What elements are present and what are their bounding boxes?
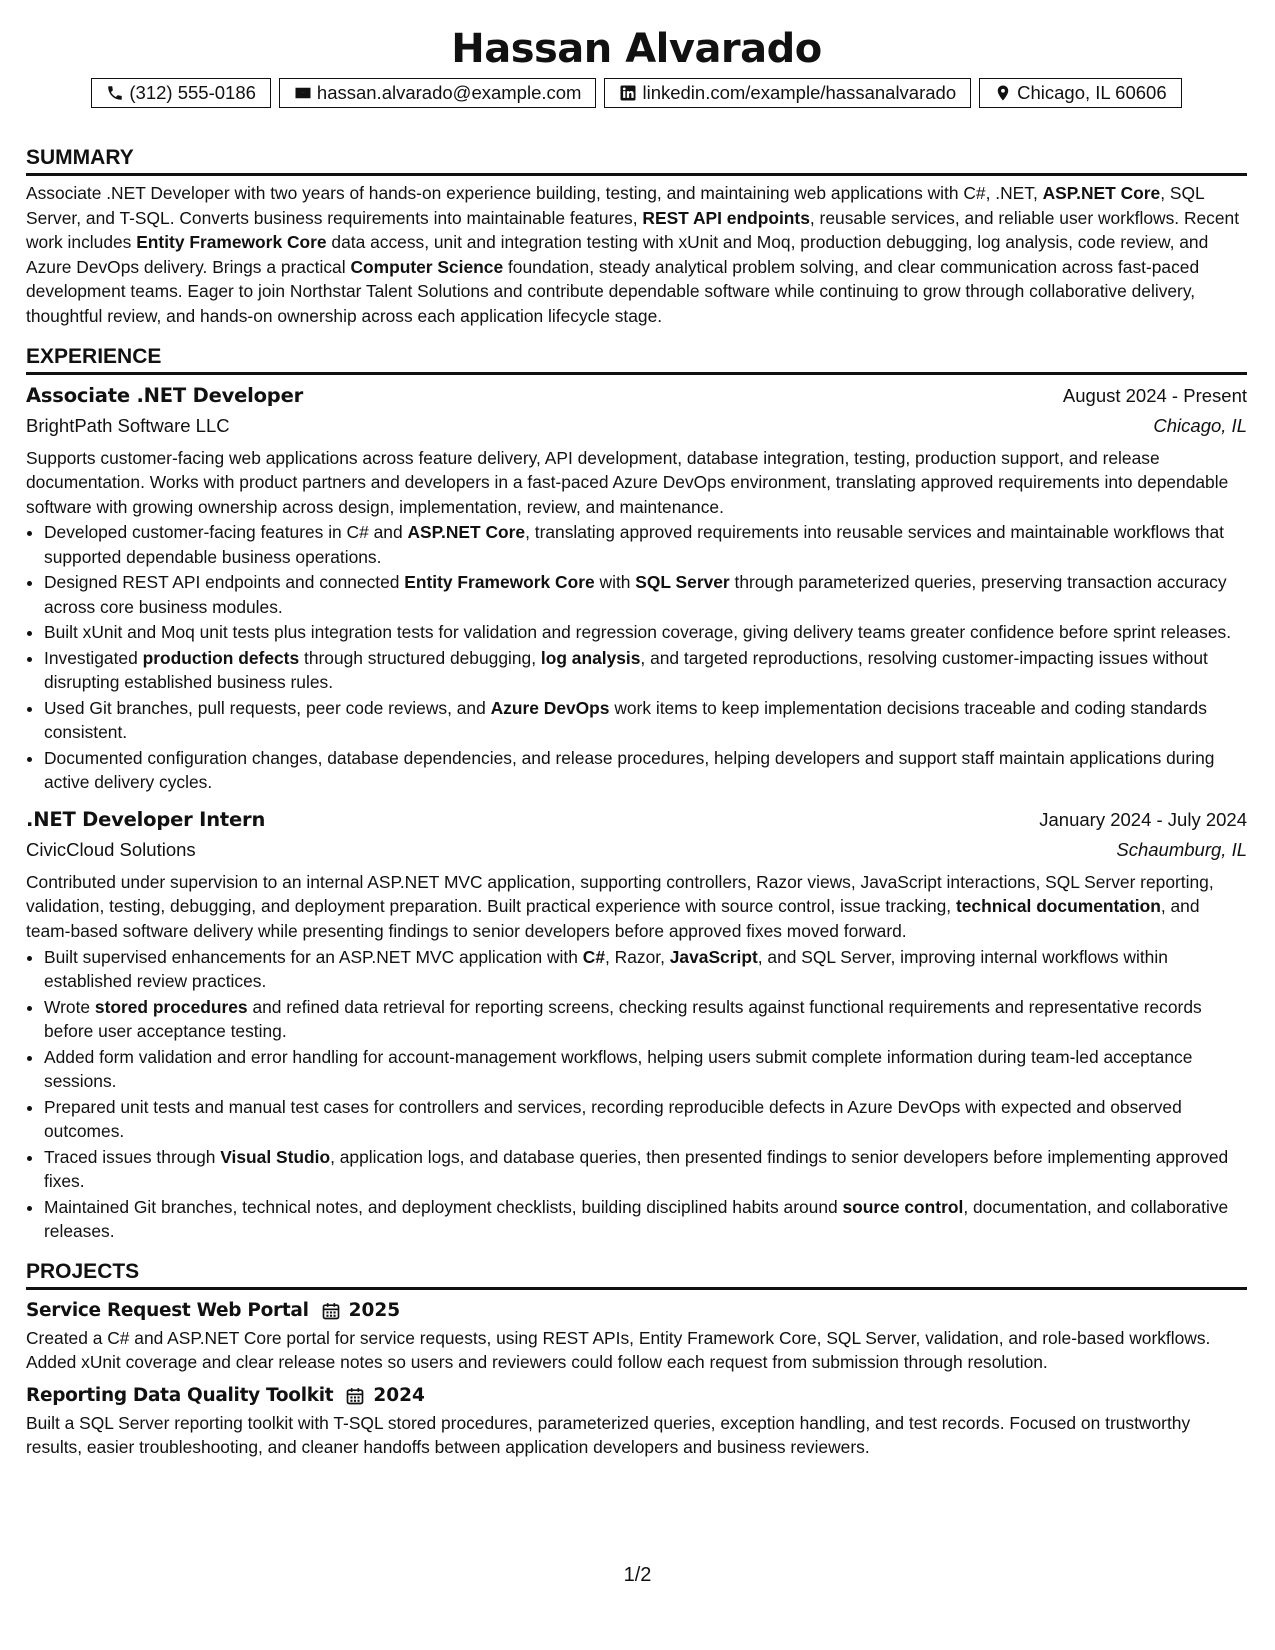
bullet-item: • Documented configuration changes, database dependencies, and release procedures, helping developers and support staff maintain applications during active delivery cycles. <box>44 746 1247 795</box>
experience-heading: EXPERIENCE <box>26 343 1247 375</box>
bold-keyword: ASP.NET Core <box>407 522 526 543</box>
bold-keyword: Azure DevOps <box>490 697 610 718</box>
contact-phone[interactable] <box>91 78 271 108</box>
bold-keyword: Computer Science <box>350 256 504 277</box>
job-title: .NET Developer Intern <box>26 807 266 831</box>
bullet-item: • Added form validation and error handling for account-management workflows, helping users submit complete information during team-led acceptance sessions. <box>44 1045 1247 1094</box>
projects-section <box>26 1258 1247 1460</box>
job-company: CivicCloud Solutions <box>26 838 196 860</box>
project-year: 2024 <box>373 1384 425 1406</box>
project-name: Reporting Data Quality Toolkit <box>26 1384 334 1406</box>
bullet-item: • Used Git branches, pull requests, peer code reviews, and Azure DevOps work items to keep implementation decisions traceable and coding standards consistent. <box>44 696 1247 745</box>
bold-keyword: Entity Framework Core <box>404 572 595 593</box>
map-pin-icon <box>994 84 1012 102</box>
project-year: 2025 <box>348 1299 401 1321</box>
bold-keyword: Entity Framework Core <box>136 232 327 253</box>
linkedin-text: linkedin.com/example/hassanalvarado <box>642 82 957 103</box>
job-bullets <box>26 520 1247 795</box>
bold-keyword: REST API endpoints <box>642 207 810 228</box>
bold-keyword: JavaScript <box>669 946 758 967</box>
job-dates: August 2024 - Present <box>1062 384 1247 406</box>
bold-keyword: Visual Studio <box>220 1146 331 1167</box>
project-description: Created a C# and ASP.NET Core portal for service requests, using REST APIs, Entity Framework Core, SQL Server, validation, and role-based workflows. Added xUnit coverage and clear release notes so users and reviewers could follow each request from submission through resolution. <box>26 1327 1211 1373</box>
calendar-icon <box>345 1386 365 1406</box>
summary-heading: SUMMARY <box>26 144 1247 176</box>
bold-keyword: log analysis <box>540 647 641 668</box>
bold-keyword: SQL Server <box>635 572 730 593</box>
job-description: Contributed under supervision to an internal ASP.NET MVC application, supporting controllers, Razor views, JavaScript interactions, SQL Server reporting, validation, testing, debugging, and deployment preparation. Built practical experience with source control, issue tracking, technical documentation, and team-based software delivery while presenting findings to senior developers before approved fixes moved forward. <box>26 871 1214 942</box>
page-number: 1/2 <box>623 1564 652 1586</box>
bullet-item: • Investigated production defects through structured debugging, log analysis, and targeted reproductions, resolving customer-impacting issues without disrupting established business rules. <box>44 646 1247 695</box>
bullet-item: • Built supervised enhancements for an ASP.NET MVC application with C#, Razor, JavaScript, and SQL Server, improving internal workflows within established review practices. <box>44 945 1247 994</box>
project-description: Built a SQL Server reporting toolkit with T-SQL stored procedures, parameterized queries, exception handling, and test records. Focused on trustworthy results, easier troubleshooting, and cleaner handoffs between application developers and business reviewers. <box>26 1412 1191 1458</box>
job-dates: January 2024 - July 2024 <box>1039 808 1247 830</box>
job-bullets <box>26 945 1247 1244</box>
phone-text: (312) 555-0186 <box>129 82 256 103</box>
bold-keyword: stored procedures <box>94 996 248 1017</box>
job-description: Supports customer-facing web applications across feature delivery, API development, database integration, testing, production support, and release documentation. Works with product partners and developers in a fast-paced Azure DevOps environment, translating approved requirements into dependable software with growing ownership across design, implementation, review, and maintenance. <box>26 447 1229 517</box>
projects-heading: PROJECTS <box>26 1258 1247 1290</box>
summary-section <box>26 144 1247 329</box>
bold-keyword: ASP.NET Core <box>1042 183 1161 203</box>
location-text: Chicago, IL 60606 <box>1017 82 1167 103</box>
linkedin-icon <box>619 84 637 102</box>
job-title: Associate .NET Developer <box>26 383 304 407</box>
contact-email[interactable] <box>279 78 597 108</box>
contact-bar <box>26 78 1247 108</box>
bold-keyword: C# <box>582 946 605 967</box>
job-entry <box>26 805 1247 1244</box>
job-entry <box>26 381 1247 795</box>
resume-page <box>26 0 1247 1460</box>
bullet-item: • Wrote stored procedures and refined data retrieval for reporting screens, checking results against functional requirements and representative records before user acceptance testing. <box>44 995 1247 1044</box>
job-location: Chicago, IL <box>1153 414 1247 436</box>
project-name: Service Request Web Portal <box>26 1299 309 1321</box>
bullet-item: • Prepared unit tests and manual test cases for controllers and services, recording reproducible defects in Azure DevOps with expected and observed outcomes. <box>44 1095 1247 1144</box>
bullet-item: • Built xUnit and Moq unit tests plus integration tests for validation and regression coverage, giving delivery teams greater confidence before sprint releases. <box>44 620 1247 645</box>
phone-icon <box>106 84 124 102</box>
bullet-item: • Maintained Git branches, technical notes, and deployment checklists, building disciplined habits around source control, documentation, and collaborative releases. <box>44 1195 1247 1244</box>
candidate-name: Hassan Alvarado <box>451 26 822 72</box>
contact-linkedin[interactable] <box>604 78 971 108</box>
summary-text: Associate .NET Developer with two years of hands-on experience building, testing, and maintaining web applications with C#, .NET, ASP.NET Core, SQL Server, and T-SQL. Converts business requirements into maintainable features, REST API endpoints, reusable services, and reliable user workflows. Recent work includes Entity Framework Core data access, unit and integration testing with xUnit and Moq, production debugging, log analysis, code review, and Azure DevOps delivery. Brings a practical Computer Science foundation, steady analytical problem solving, and clear communication across fast-paced development teams. Eager to join Northstar Talent Solutions and contribute dependable software while continuing to grow through collaborative delivery, thoughtful review, and hands-on ownership across each application lifecycle stage. <box>26 183 1240 326</box>
job-company: BrightPath Software LLC <box>26 414 230 436</box>
bullet-item: • Developed customer-facing features in C# and ASP.NET Core, translating approved requirements into reusable services and maintainable workflows that supported dependable business operations. <box>44 520 1247 569</box>
contact-location[interactable] <box>979 78 1181 108</box>
bullet-item: • Traced issues through Visual Studio, application logs, and database queries, then presented findings to senior developers before implementing approved fixes. <box>44 1145 1247 1194</box>
job-location: Schaumburg, IL <box>1116 838 1247 860</box>
experience-section <box>26 343 1247 1244</box>
project-entry <box>26 1381 1247 1460</box>
bullet-item: • Designed REST API endpoints and connected Entity Framework Core with SQL Server through parameterized queries, preserving transaction accuracy across core business modules. <box>44 570 1247 619</box>
bold-keyword: production defects <box>142 647 300 668</box>
bold-keyword: technical documentation <box>955 896 1161 917</box>
bold-keyword: source control <box>842 1196 964 1217</box>
calendar-icon <box>321 1301 341 1321</box>
envelope-icon <box>294 84 312 102</box>
project-entry <box>26 1296 1247 1375</box>
email-text: hassan.alvarado@example.com <box>316 82 582 103</box>
